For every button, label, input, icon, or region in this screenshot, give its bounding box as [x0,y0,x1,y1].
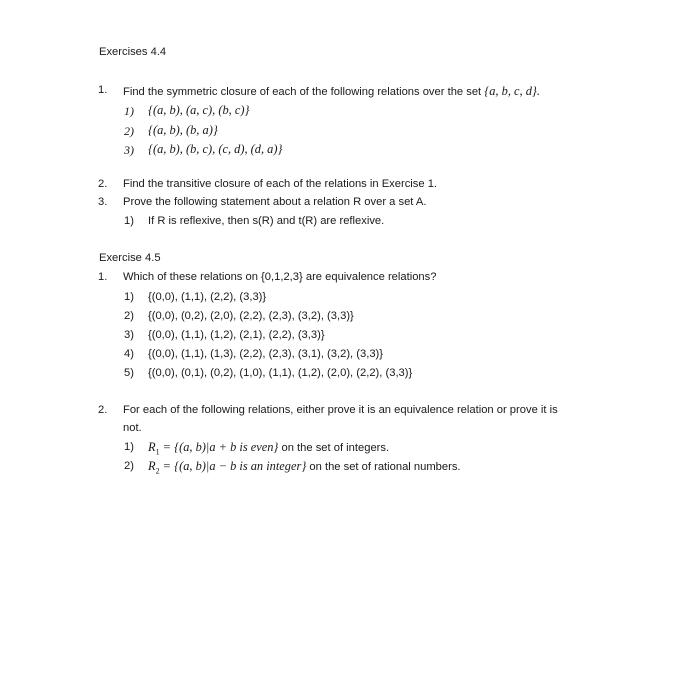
relation-set: {(0,0), (1,1), (2,2), (3,3)} [148,291,267,303]
item-text: Prove the following statement about a relation R over a set A. [123,196,427,208]
item-number: 2. [98,178,108,190]
relation-set: {(0,0), (1,1), (1,3), (2,2), (2,3), (3,1), (3,2), (3,3)} [148,348,384,360]
relation-name: $R_1$ [148,440,160,457]
sub-item-number: 3) [124,143,134,157]
sub-item-number: 3) [124,329,134,341]
section-title-4-5: Exercise 4.5 [99,252,161,264]
relation-definition [148,459,461,475]
section-title-4-4: Exercises 4.4 [99,46,167,58]
relation-expression: {(a, b), (a, c), (b, c)} [148,103,250,117]
relation-domain: on the set of integers. [278,442,390,454]
sub-item-number: 2) [124,124,134,138]
relation-domain: on the set of rational numbers. [306,461,461,473]
item-text [123,84,540,99]
sub-item-number: 1) [124,291,134,303]
sub-item-number: 2) [124,460,134,472]
relation-set: {(0,0), (1,1), (1,2), (2,1), (2,2), (3,3)} [148,329,325,341]
sub-item-number: 5) [124,367,134,379]
item-text: Find the transitive closure of each of the relations in Exercise 1. [123,178,438,190]
relation-formula: = {(a, b)|a − b is an integer} [159,459,307,473]
relation-formula: = {(a, b)|a + b is even} [159,440,279,454]
item-text: For each of the following relations, either prove it is an equivalence relation or prove it is [123,404,558,416]
sub-item-number: 4) [124,348,134,360]
sub-item-number: 1) [124,215,134,227]
relation-set: {(0,0), (0,1), (0,2), (1,0), (1,1), (1,2), (2,0), (2,2), (3,3)} [148,367,413,379]
item-number: 3. [98,196,108,208]
item-text: Which of these relations on {0,1,2,3} are equivalence relations? [123,271,437,283]
item-text-body: Find the symmetric closure of each of the following relations over the set [123,86,482,98]
item-number: 2. [98,404,108,416]
item-number: 1. [98,84,108,96]
relation-set: {(0,0), (0,2), (2,0), (2,2), (2,3), (3,2), (3,3)} [148,310,354,322]
sub-item-number: 1) [124,104,134,118]
sub-item-text: If R is reflexive, then s(R) and t(R) are reflexive. [148,215,385,227]
item-text-continued: not. [123,422,142,434]
sub-item-number: 1) [124,441,134,453]
relation-definition [148,440,389,456]
relation-expression: {(a, b), (b, c), (c, d), (d, a)} [148,142,283,156]
sub-item-number: 2) [124,310,134,322]
set-notation: {a, b, c, d}. [484,84,540,98]
relation-expression: {(a, b), (b, a)} [148,123,218,137]
item-number: 1. [98,271,108,283]
relation-name: $R_2$ [148,459,160,476]
